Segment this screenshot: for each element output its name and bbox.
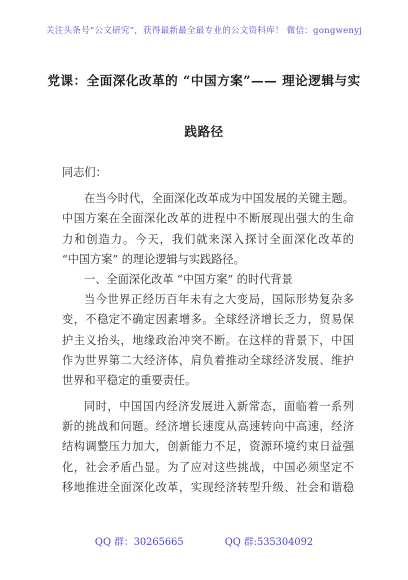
- section-heading: 一、全面深化改革 “中国方案” 的时代背景: [84, 272, 293, 286]
- paragraph-line: 力和创造力。今天，我们就来深入探讨全面深化改革的: [62, 232, 354, 246]
- paragraph-line: 世界和平稳定的重要责任。: [62, 373, 197, 387]
- footer-qq-group-1: QQ 群：30265665: [94, 537, 184, 548]
- paragraph-line: 在当今时代，全面深化改革成为中国发展的关键主题。: [84, 192, 354, 206]
- paragraph-line: 中国方案在全面深化改革的进程中不断展现出强大的生命: [62, 212, 354, 226]
- paragraph-line: 移地推进全面深化改革，实现经济转型升级、社会和谐稳: [62, 480, 354, 494]
- paragraph-line: 护主义抬头，地缘政治冲突不断。在这样的背景下，中国: [62, 333, 354, 347]
- document-title-line-2: 践路径: [184, 124, 224, 139]
- document-title-line-1: 党课：全面深化改革的 “中国方案”—— 理论逻辑与实: [47, 73, 361, 88]
- footer-qq-group-2: QQ 群:535304092: [224, 537, 314, 548]
- salutation: 同志们：: [62, 166, 107, 179]
- paragraph-line: 作为世界第二大经济体，肩负着推动全球经济发展、维护: [62, 353, 354, 367]
- paragraph-line: 变，不稳定不确定因素增多。全球经济增长乏力，贸易保: [62, 313, 354, 327]
- paragraph-line: 同时，中国国内经济发展进入新常态，面临着一系列: [84, 400, 354, 414]
- footer: [0, 534, 408, 548]
- paragraph-line: 新的挑战和问题。经济增长速度从高速转向中高速，经济: [62, 420, 354, 434]
- paragraph-line: 结构调整压力加大，创新能力不足，资源环境约束日益强: [62, 440, 354, 454]
- paragraph-line: 当今世界正经历百年未有之大变局，国际形势复杂多: [84, 293, 354, 307]
- document-body: [62, 163, 354, 498]
- paragraph-line: 化，社会矛盾凸显。为了应对这些挑战，中国必须坚定不: [62, 460, 354, 474]
- header-note: 关注头条号“公文研究”，获得最新最全最专业的公文资料库！ 微信：gongwenyj: [45, 26, 363, 36]
- paragraph-line: “中国方案” 的理论逻辑与实践路径。: [62, 252, 245, 266]
